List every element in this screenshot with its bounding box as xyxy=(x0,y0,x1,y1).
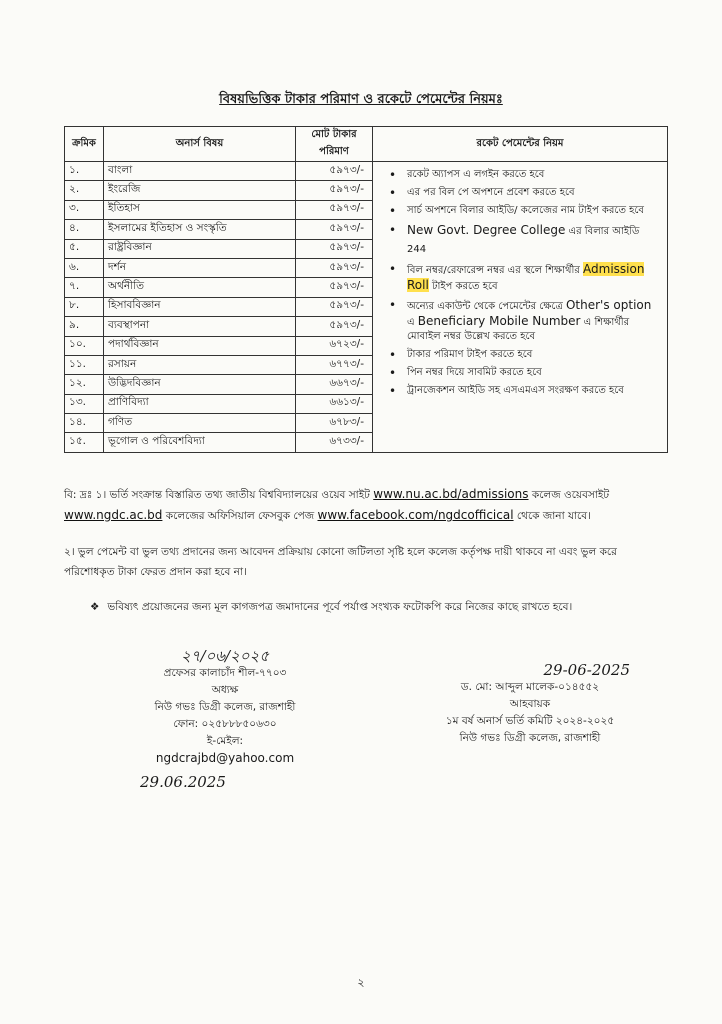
row-serial: ১. xyxy=(65,162,104,181)
table-row xyxy=(65,162,668,181)
header-rules: রকেট পেমেন্টের নিয়ম xyxy=(373,127,668,162)
principal-org: নিউ গভঃ ডিগ্রী কলেজ, রাজশাহী xyxy=(154,701,296,713)
fee-table xyxy=(64,126,668,453)
ngdc-website-link[interactable]: www.ngdc.ac.bd xyxy=(64,508,163,522)
row-amount: ৫৯৭৩/- xyxy=(296,162,373,181)
row-amount: ৫৯৭৩/- xyxy=(296,220,373,239)
row-subject: ইসলামের ইতিহাস ও সংস্কৃতি xyxy=(104,220,296,239)
row-subject: রসায়ন xyxy=(104,355,296,374)
row-subject: উদ্ভিদবিজ্ঞান xyxy=(104,375,296,394)
row-amount: ৬৬৭৩/- xyxy=(296,375,373,394)
row-amount: ৫৯৭৩/- xyxy=(296,297,373,316)
rule-item: • রকেট অ্যাপস এ লগইন করতে হবে xyxy=(407,168,659,182)
note-2: ২। ভুল পেমেন্ট বা ভুল তথ্য প্রদানের জন্য আবেদন প্রক্রিয়ায় কোনো জটিলতা সৃষ্টি হলে কলেজ কর্তৃপক্ষ দায়ী থাকবে না এবং ভুল করে পরিশোধকৃত টাকা ফেরত প্রদান করা হবে না। xyxy=(64,546,617,578)
row-amount: ৫৯৭৩/- xyxy=(296,258,373,277)
row-subject: ব্যবস্থাপনা xyxy=(104,317,296,336)
rocket-rules-cell xyxy=(373,162,668,453)
row-subject: রাষ্ট্রবিজ্ঞান xyxy=(104,239,296,258)
page-number: ২ xyxy=(357,976,365,989)
principal-phone: ফোন: ০২৫৮৮৮৫০৬৩০ xyxy=(173,718,277,730)
note-3: ❖ ভবিষ্যৎ প্রয়োজনের জন্য মূল কাগজপত্র জমাদানের পূর্বে পর্যাপ্ত সংখ্যক ফটোকপি করে নিজের কাছে রাখতে হবে। xyxy=(90,597,696,617)
facebook-page-link[interactable]: www.facebook.com/ngdcofficical xyxy=(317,508,514,522)
row-subject: বাংলা xyxy=(104,162,296,181)
nu-admissions-link[interactable]: www.nu.ac.bd/admissions xyxy=(373,487,529,501)
table-header-row xyxy=(65,127,668,162)
row-subject: অর্থনীতি xyxy=(104,278,296,297)
rule-item: • এর পর বিল পে অপশনে প্রবেশ করতে হবে xyxy=(407,186,659,200)
admission-roll-highlight: Admission Roll xyxy=(407,262,645,292)
row-serial: ৯. xyxy=(65,317,104,336)
row-amount: ৫৯৭৩/- xyxy=(296,181,373,200)
diamond-bullet-icon: ❖ xyxy=(90,601,100,613)
rule-item: • অন্যের একাউন্ট থেকে পেমেন্টের ক্ষেত্রে Other's option এ Beneficiary Mobile Number এ শিক্ষার্থীর মোবাইল নম্বর উল্লেখ করতে হবে xyxy=(407,298,659,344)
principal-email: ই-মেইল: ngdcrajbd@yahoo.com xyxy=(155,735,295,765)
row-serial: ১৪. xyxy=(65,414,104,433)
row-amount: ৬৭৮৩/- xyxy=(296,414,373,433)
row-subject: হিসাববিজ্ঞান xyxy=(104,297,296,316)
convener-signature-block xyxy=(430,662,630,747)
row-subject: দর্শন xyxy=(104,258,296,277)
row-subject: ইতিহাস xyxy=(104,200,296,219)
row-serial: ৭. xyxy=(65,278,104,297)
row-amount: ৬৭২৩/- xyxy=(296,336,373,355)
rule-item: • পিন নম্বর দিয়ে সাবমিট করতে হবে xyxy=(407,366,659,380)
row-serial: ৩. xyxy=(65,200,104,219)
principal-handwritten-date: ২৭/০৬/২০২৫ xyxy=(180,647,270,665)
row-amount: ৫৯৭৩/- xyxy=(296,278,373,297)
row-serial: ১৩. xyxy=(65,394,104,413)
rule-item: • সার্চ অপশনে বিলার আইডি/ কলেজের নাম টাইপ করতে হবে xyxy=(407,204,659,218)
rule-item: • New Govt. Degree College এর বিলার আইডি 244 xyxy=(407,222,659,258)
rules-list xyxy=(395,168,659,398)
row-serial: ১২. xyxy=(65,375,104,394)
row-serial: ৬. xyxy=(65,258,104,277)
row-subject: পদার্থবিজ্ঞান xyxy=(104,336,296,355)
row-serial: ২. xyxy=(65,181,104,200)
row-amount: ৬৬১৩/- xyxy=(296,394,373,413)
convener-name: ড. মো: আব্দুল মালেক-০১৪৫৫২ xyxy=(460,681,600,693)
convener-committee: ১ম বর্ষ অনার্স ভর্তি কমিটি ২০২৪-২০২৫ xyxy=(445,715,615,727)
row-subject: প্রাণিবিদ্যা xyxy=(104,394,296,413)
row-serial: ৮. xyxy=(65,297,104,316)
header-sl: ক্রমিক xyxy=(65,127,104,162)
row-subject: ইংরেজি xyxy=(104,181,296,200)
convener-org: নিউ গভঃ ডিগ্রী কলেজ, রাজশাহী xyxy=(459,732,601,744)
row-subject: ভূগোল ও পরিবেশবিদ্যা xyxy=(104,433,296,452)
principal-name: প্রফেসর কালাচাঁদ শীল-৭৭০৩ xyxy=(163,667,287,679)
row-serial: ৪. xyxy=(65,220,104,239)
principal-signature-block xyxy=(140,648,310,791)
row-amount: ৬৭৭৩/- xyxy=(296,355,373,374)
page-title: বিষয়ভিত্তিক টাকার পরিমাণ ও রকেটে পেমেন্টের নিয়মঃ xyxy=(219,92,503,107)
row-serial: ৫. xyxy=(65,239,104,258)
rule-item: • বিল নম্বর/রেফারেন্স নম্বর এর স্থলে শিক্ষার্থীর Admission Roll টাইপ করতে হবে xyxy=(407,262,659,294)
rule-item: • টাকার পরিমাণ টাইপ করতে হবে xyxy=(407,348,659,362)
row-amount: ৫৯৭৩/- xyxy=(296,200,373,219)
row-amount: ৬৭৩৩/- xyxy=(296,433,373,452)
row-serial: ১১. xyxy=(65,355,104,374)
note-1: বি: দ্রঃ ১। ভর্তি সংক্রান্ত বিস্তারিত তথ্য জাতীয় বিশ্ববিদ্যালয়ের ওয়েব সাইট www.nu.ac.bd/admissions কলেজ ওয়েবসাইট www.ngdc.ac.bd কলেজের অফিসিয়াল ফেসবুক পেজ www.facebook.com/ngdcofficical থেকে জানা যাবে। xyxy=(64,487,610,522)
header-amount: মোট টাকার পরিমাণ xyxy=(296,127,373,162)
principal-role: অধ্যক্ষ xyxy=(211,684,239,696)
rule-item: • ট্রানজেকশন আইডি সহ এসএমএস সংরক্ষণ করতে হবে xyxy=(407,384,659,398)
convener-role: আহবায়ক xyxy=(509,698,551,710)
convener-handwritten-date: 29-06-2025 xyxy=(543,661,630,679)
principal-sign-date: 29.06.2025 xyxy=(140,773,226,791)
row-amount: ৫৯৭৩/- xyxy=(296,317,373,336)
row-subject: গণিত xyxy=(104,414,296,433)
header-subject: অনার্স বিষয় xyxy=(104,127,296,162)
row-serial: ১৫. xyxy=(65,433,104,452)
row-serial: ১০. xyxy=(65,336,104,355)
row-amount: ৫৯৭৩/- xyxy=(296,239,373,258)
